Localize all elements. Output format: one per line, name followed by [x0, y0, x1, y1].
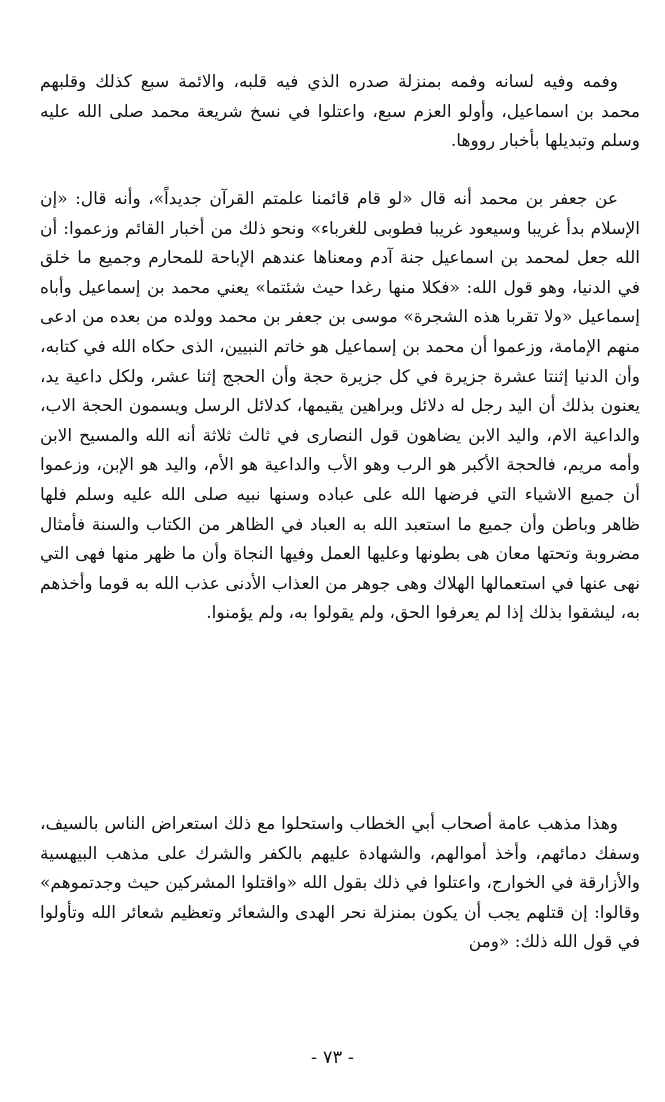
paragraph-continuation: وفمه وفيه لسانه وفمه بمنزلة صدره الذي فيه قلبه، والائمة سبع كذلك وقلبهم محمد بن اسماعيل، وأولو العزم سبع، واعتلوا في نسخ شريعة محمد صلى الله عليه وسلم وتبديلها بأخبار رووها. — [40, 72, 640, 152]
paragraph-main: عن جعفر بن محمد أنه قال «لو قام قائمنا علمتم القرآن جديداً»، وأنه قال: «إن الإسلام بدأ غريبا وسيعود غريبا فطوبى للغرباء» ونحو ذلك من أخبار القائم وزعموا: أن الله جعل لمحمد بن اسماعيل جنة آدم ومعناها عندهم الإباحة للمحارم وجميع ما خلق في الدنيا، وهو قول الله: «فكلا منها رغدا حيث شئتما» يعني محمد بن إسماعيل وأباه إسماعيل «ولا تقربا هذه الشجرة» موسى بن جعفر بن محمد وولده من بعده من ادعى منهم الإمامة، وزعموا أن محمد بن إسماعيل هو خاتم النبيين، الذى حكاه الله في كتابه، وأن الدنيا إثنتا عشرة جزيرة في كل جزيرة حجة وأن الحجج إثنا عشر، ولكل داعية يد، يعنون بذلك أن اليد رجل له دلائل وبراهين يقيمها، كدلائل الرسل ويسمون الحجة الاب، والداعية الام، واليد الابن يضاهون قول النصارى في ثالث ثلاثة أنه الله والمسيح الابن وأمه مريم، فالحجة الأكبر هو الرب وهو الأب والداعية هو الأم، واليد هو الإبن، وزعموا أن جميع الاشياء التي فرضها الله على عباده وسنها نبيه صلى الله عليه وسلم فلها ظاهر وباطن وأن جميع ما استعبد الله به العباد في الظاهر من الكتاب والسنة فأمثال مضروبة وتحتها معان هى بطونها وعليها العمل وفيها النجاة وأن ما ظهر منها فهى التي نهى عنها في استعمالها الهلاك وهى جوهر من العذاب الأدنى عذب الله به قوما وأخذهم به، ليشقوا بذلك إذا لم يعرفوا الحق، ولم يقولوا به، ولم يؤمنوا. — [40, 189, 640, 624]
paragraph-last: وهذا مذهب عامة أصحاب أبي الخطاب واستحلوا مع ذلك استعراض الناس بالسيف، وسفك دمائهم، وأخذ أموالهم، والشهادة عليهم بالكفر والشرك على مذهب البيهسية والأزارقة في الخوارج، واعتلوا في ذلك بقول الله «واقتلوا المشركين حيث وجدتموهم» وقالوا: إن قتلهم يجب أن يكون بمنزلة نحر الهدى والشعائر وتعظيم شعائر الله وتأولوا في قول الله ذلك: «ومن — [40, 814, 640, 953]
text-block-top — [40, 68, 640, 157]
page-number: - ٧٣ - — [311, 1047, 354, 1068]
text-block-middle — [40, 185, 640, 629]
text-block-bottom — [40, 810, 640, 958]
